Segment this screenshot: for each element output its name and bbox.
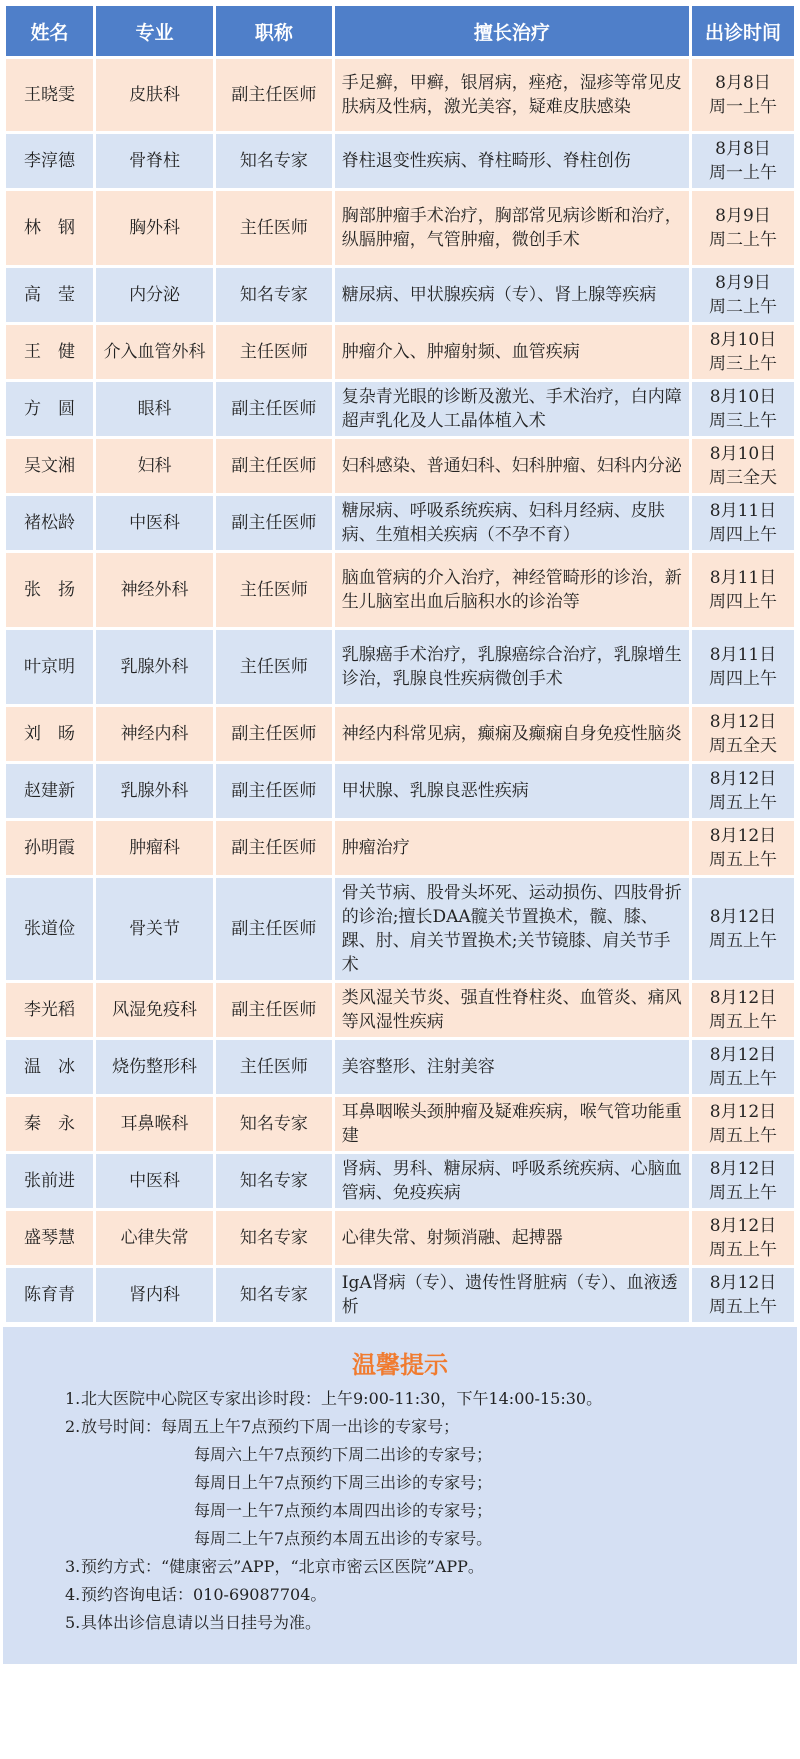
doctor-dept: 骨关节 [96,878,213,980]
table-row [6,878,794,980]
doctor-specialty: 脊柱退变性疾病、脊柱畸形、脊柱创伤 [335,134,689,188]
doctor-name: 王晓雯 [6,59,93,131]
tip-number: 5. [65,1613,81,1632]
release-line: 每周六上午7点预约下周二出诊的专家号； [194,1445,493,1464]
clinic-slot: 周四上午 [708,669,777,689]
doctor-name: 高 莹 [6,268,93,322]
clinic-time [692,1268,794,1322]
doctor-specialty: 美容整形、注射美容 [335,1040,689,1094]
tip-text: 北大医院中心院区专家出诊时段：上午9:00-11:30，下午14:00-15:30。 [81,1389,603,1408]
doctor-title: 主任医师 [216,191,332,265]
doctor-title: 知名专家 [216,1097,332,1151]
tip-item [3,1553,797,1581]
clinic-date: 8月10日 [709,330,777,350]
clinic-date: 8月10日 [709,387,777,407]
doctor-specialty: 肾病、男科、糖尿病、呼吸系统疾病、心脑血管病、免疫疾病 [335,1154,689,1208]
clinic-date: 8月8日 [715,139,771,159]
clinic-time [692,191,794,265]
doctor-dept: 眼科 [96,382,213,436]
clinic-time [692,1040,794,1094]
table-row [6,382,794,436]
clinic-time [692,1211,794,1265]
doctor-name: 赵建新 [6,764,93,818]
table-row [6,1040,794,1094]
doctor-specialty: 脑血管病的介入治疗，神经管畸形的诊治，新生儿脑室出血后脑积水的诊治等 [335,553,689,627]
clinic-slot: 周五上午 [708,931,777,951]
doctor-title: 知名专家 [216,268,332,322]
tip-text: 预约方式：“健康密云”APP，“北京市密云区医院”APP。 [81,1557,484,1576]
clinic-date: 8月12日 [709,1045,777,1065]
doctor-title: 副主任医师 [216,821,332,875]
doctor-name: 张 扬 [6,553,93,627]
doctor-dept: 神经内科 [96,707,213,761]
doctor-title: 知名专家 [216,134,332,188]
doctor-name: 张前进 [6,1154,93,1208]
table-row [6,553,794,627]
clinic-time [692,496,794,550]
tip-item [3,1385,797,1413]
table-row [6,325,794,379]
doctor-dept: 乳腺外科 [96,764,213,818]
clinic-time [692,59,794,131]
table-body [6,59,794,1322]
clinic-time [692,134,794,188]
clinic-slot: 周四上午 [708,592,777,612]
doctor-specialty: 妇科感染、普通妇科、妇科肿瘤、妇科内分泌 [335,439,689,493]
clinic-time [692,764,794,818]
doctor-name: 刘 旸 [6,707,93,761]
clinic-slot: 周二上午 [708,230,777,250]
clinic-slot: 周二上午 [708,297,777,317]
table-row [6,191,794,265]
doctor-dept: 风湿免疫科 [96,983,213,1037]
doctor-title: 知名专家 [216,1268,332,1322]
doctor-title: 主任医师 [216,630,332,704]
clinic-date: 8月12日 [709,907,777,927]
tips-list-continued [3,1553,797,1637]
doctor-name: 叶京明 [6,630,93,704]
doctor-name: 盛琴慧 [6,1211,93,1265]
table-row [6,1097,794,1151]
doctor-name: 吴文湘 [6,439,93,493]
doctor-title: 副主任医师 [216,496,332,550]
table-row [6,821,794,875]
table-row [6,1211,794,1265]
doctor-name: 孙明霞 [6,821,93,875]
table-row [6,630,794,704]
doctor-dept: 内分泌 [96,268,213,322]
doctor-specialty: IgA肾病（专）、遗传性肾脏病（专）、血液透析 [335,1268,689,1322]
doctor-name: 方 圆 [6,382,93,436]
tip-item [3,1609,797,1637]
clinic-date: 8月12日 [709,712,777,732]
clinic-date: 8月12日 [709,1216,777,1236]
doctor-dept: 肿瘤科 [96,821,213,875]
schedule-page [3,3,797,1664]
doctor-title: 副主任医师 [216,707,332,761]
tip-number: 3. [65,1557,81,1576]
clinic-slot: 周五上午 [708,1069,777,1089]
tip-number: 1. [65,1389,81,1408]
clinic-date: 8月8日 [715,73,771,93]
table-row [6,1268,794,1322]
doctor-specialty: 骨关节病、股骨头坏死、运动损伤、四肢骨折的诊治;擅长DAA髋关节置换术，髋、膝、踝、肘、肩关节置换术;关节镜膝、肩关节手术 [335,878,689,980]
tip-item [3,1413,797,1441]
clinic-date: 8月12日 [709,1102,777,1122]
table-row [6,707,794,761]
clinic-time [692,553,794,627]
doctor-name: 王 健 [6,325,93,379]
clinic-date: 8月12日 [709,769,777,789]
table-row [6,59,794,131]
doctor-title: 副主任医师 [216,59,332,131]
clinic-date: 8月12日 [709,1273,777,1293]
clinic-date: 8月11日 [709,568,777,588]
clinic-slot: 周五上午 [708,793,777,813]
table-header-row [6,6,794,56]
doctor-dept: 肾内科 [96,1268,213,1322]
doctor-name: 秦 永 [6,1097,93,1151]
tip-item [3,1581,797,1609]
doctor-dept: 中医科 [96,1154,213,1208]
doctor-title: 主任医师 [216,325,332,379]
clinic-time [692,439,794,493]
doctor-title: 副主任医师 [216,439,332,493]
clinic-date: 8月12日 [709,826,777,846]
clinic-slot: 周一上午 [708,163,777,183]
header-time: 出诊时间 [692,6,794,56]
doctor-dept: 耳鼻喉科 [96,1097,213,1151]
doctor-title: 知名专家 [216,1211,332,1265]
tips-list [3,1385,797,1441]
tip-text: 具体出诊信息请以当日挂号为准。 [81,1613,322,1632]
clinic-time [692,1097,794,1151]
doctor-specialty: 糖尿病、甲状腺疾病（专）、肾上腺等疾病 [335,268,689,322]
doctor-dept: 乳腺外科 [96,630,213,704]
clinic-slot: 周四上午 [708,525,777,545]
table-row [6,268,794,322]
doctor-dept: 中医科 [96,496,213,550]
release-line: 每周一上午7点预约本周四出诊的专家号； [194,1501,493,1520]
clinic-time [692,325,794,379]
clinic-time [692,821,794,875]
clinic-date: 8月12日 [709,988,777,1008]
table-row [6,764,794,818]
clinic-slot: 周一上午 [708,97,777,117]
table-row [6,1154,794,1208]
clinic-time [692,382,794,436]
doctor-specialty: 神经内科常见病，癫痫及癫痫自身免疫性脑炎 [335,707,689,761]
clinic-slot: 周五上午 [708,1012,777,1032]
clinic-date: 8月9日 [715,206,771,226]
clinic-slot: 周五全天 [708,736,777,756]
doctor-title: 副主任医师 [216,878,332,980]
doctor-name: 张道俭 [6,878,93,980]
clinic-slot: 周三全天 [708,468,777,488]
clinic-time [692,983,794,1037]
doctor-title: 主任医师 [216,1040,332,1094]
doctor-specialty: 肿瘤介入、肿瘤射频、血管疾病 [335,325,689,379]
clinic-slot: 周五上午 [708,1297,777,1317]
tip-number: 2. [65,1417,81,1436]
tip-number: 4. [65,1585,81,1604]
clinic-date: 8月10日 [709,444,777,464]
doctor-dept: 烧伤整形科 [96,1040,213,1094]
doctor-name: 李光稻 [6,983,93,1037]
doctor-specialty: 心律失常、射频消融、起搏器 [335,1211,689,1265]
doctor-dept: 皮肤科 [96,59,213,131]
clinic-date: 8月11日 [709,501,777,521]
doctor-specialty: 乳腺癌手术治疗，乳腺癌综合治疗，乳腺增生诊治，乳腺良性疾病微创手术 [335,630,689,704]
clinic-time [692,630,794,704]
clinic-time [692,1154,794,1208]
doctor-name: 褚松龄 [6,496,93,550]
tips-panel [3,1327,797,1664]
doctor-specialty: 手足癣，甲癣，银屑病，痤疮，湿疹等常见皮肤病及性病，激光美容，疑难皮肤感染 [335,59,689,131]
doctor-dept: 胸外科 [96,191,213,265]
table-row [6,496,794,550]
doctor-title: 知名专家 [216,1154,332,1208]
doctor-specialty: 耳鼻咽喉头颈肿瘤及疑难疾病，喉气管功能重建 [335,1097,689,1151]
doctor-name: 李淳德 [6,134,93,188]
doctor-title: 副主任医师 [216,983,332,1037]
release-line: 每周二上午7点预约本周五出诊的专家号。 [194,1529,493,1548]
doctor-title: 主任医师 [216,553,332,627]
doctor-specialty: 复杂青光眼的诊断及激光、手术治疗，白内障超声乳化及人工晶体植入术 [335,382,689,436]
doctor-dept: 神经外科 [96,553,213,627]
doctor-dept: 介入血管外科 [96,325,213,379]
doctor-specialty: 类风湿关节炎、强直性脊柱炎、血管炎、痛风等风湿性疾病 [335,983,689,1037]
table-row [6,439,794,493]
clinic-time [692,878,794,980]
tip-text: 预约咨询电话：010-69087704。 [81,1585,327,1604]
table-row [6,134,794,188]
clinic-slot: 周三上午 [708,354,777,374]
clinic-date: 8月11日 [709,645,777,665]
doctor-dept: 心律失常 [96,1211,213,1265]
doctor-name: 温 冰 [6,1040,93,1094]
doctor-title: 副主任医师 [216,382,332,436]
doctor-name: 林 钢 [6,191,93,265]
clinic-slot: 周三上午 [708,411,777,431]
doctor-dept: 骨脊柱 [96,134,213,188]
clinic-slot: 周五上午 [708,1126,777,1146]
doctor-dept: 妇科 [96,439,213,493]
release-line: 每周日上午7点预约下周三出诊的专家号； [194,1473,493,1492]
clinic-date: 8月12日 [709,1159,777,1179]
tip-text: 放号时间：每周五上午7点预约下周一出诊的专家号； [81,1417,460,1436]
header-dept: 专业 [96,6,213,56]
clinic-slot: 周五上午 [708,1240,777,1260]
doctor-specialty: 肿瘤治疗 [335,821,689,875]
clinic-slot: 周五上午 [708,1183,777,1203]
table-row [6,983,794,1037]
doctor-title: 副主任医师 [216,764,332,818]
doctor-specialty: 胸部肿瘤手术治疗，胸部常见病诊断和治疗，纵膈肿瘤，气管肿瘤，微创手术 [335,191,689,265]
clinic-time [692,268,794,322]
expert-schedule-table [3,3,797,1325]
header-title: 职称 [216,6,332,56]
clinic-time [692,707,794,761]
header-name: 姓名 [6,6,93,56]
doctor-specialty: 糖尿病、呼吸系统疾病、妇科月经病、皮肤病、生殖相关疾病（不孕不育） [335,496,689,550]
doctor-specialty: 甲状腺、乳腺良恶性疾病 [335,764,689,818]
doctor-name: 陈育青 [6,1268,93,1322]
header-specialty: 擅长治疗 [335,6,689,56]
clinic-date: 8月9日 [715,273,771,293]
clinic-slot: 周五上午 [708,850,777,870]
tips-title: 温馨提示 [352,1351,448,1379]
